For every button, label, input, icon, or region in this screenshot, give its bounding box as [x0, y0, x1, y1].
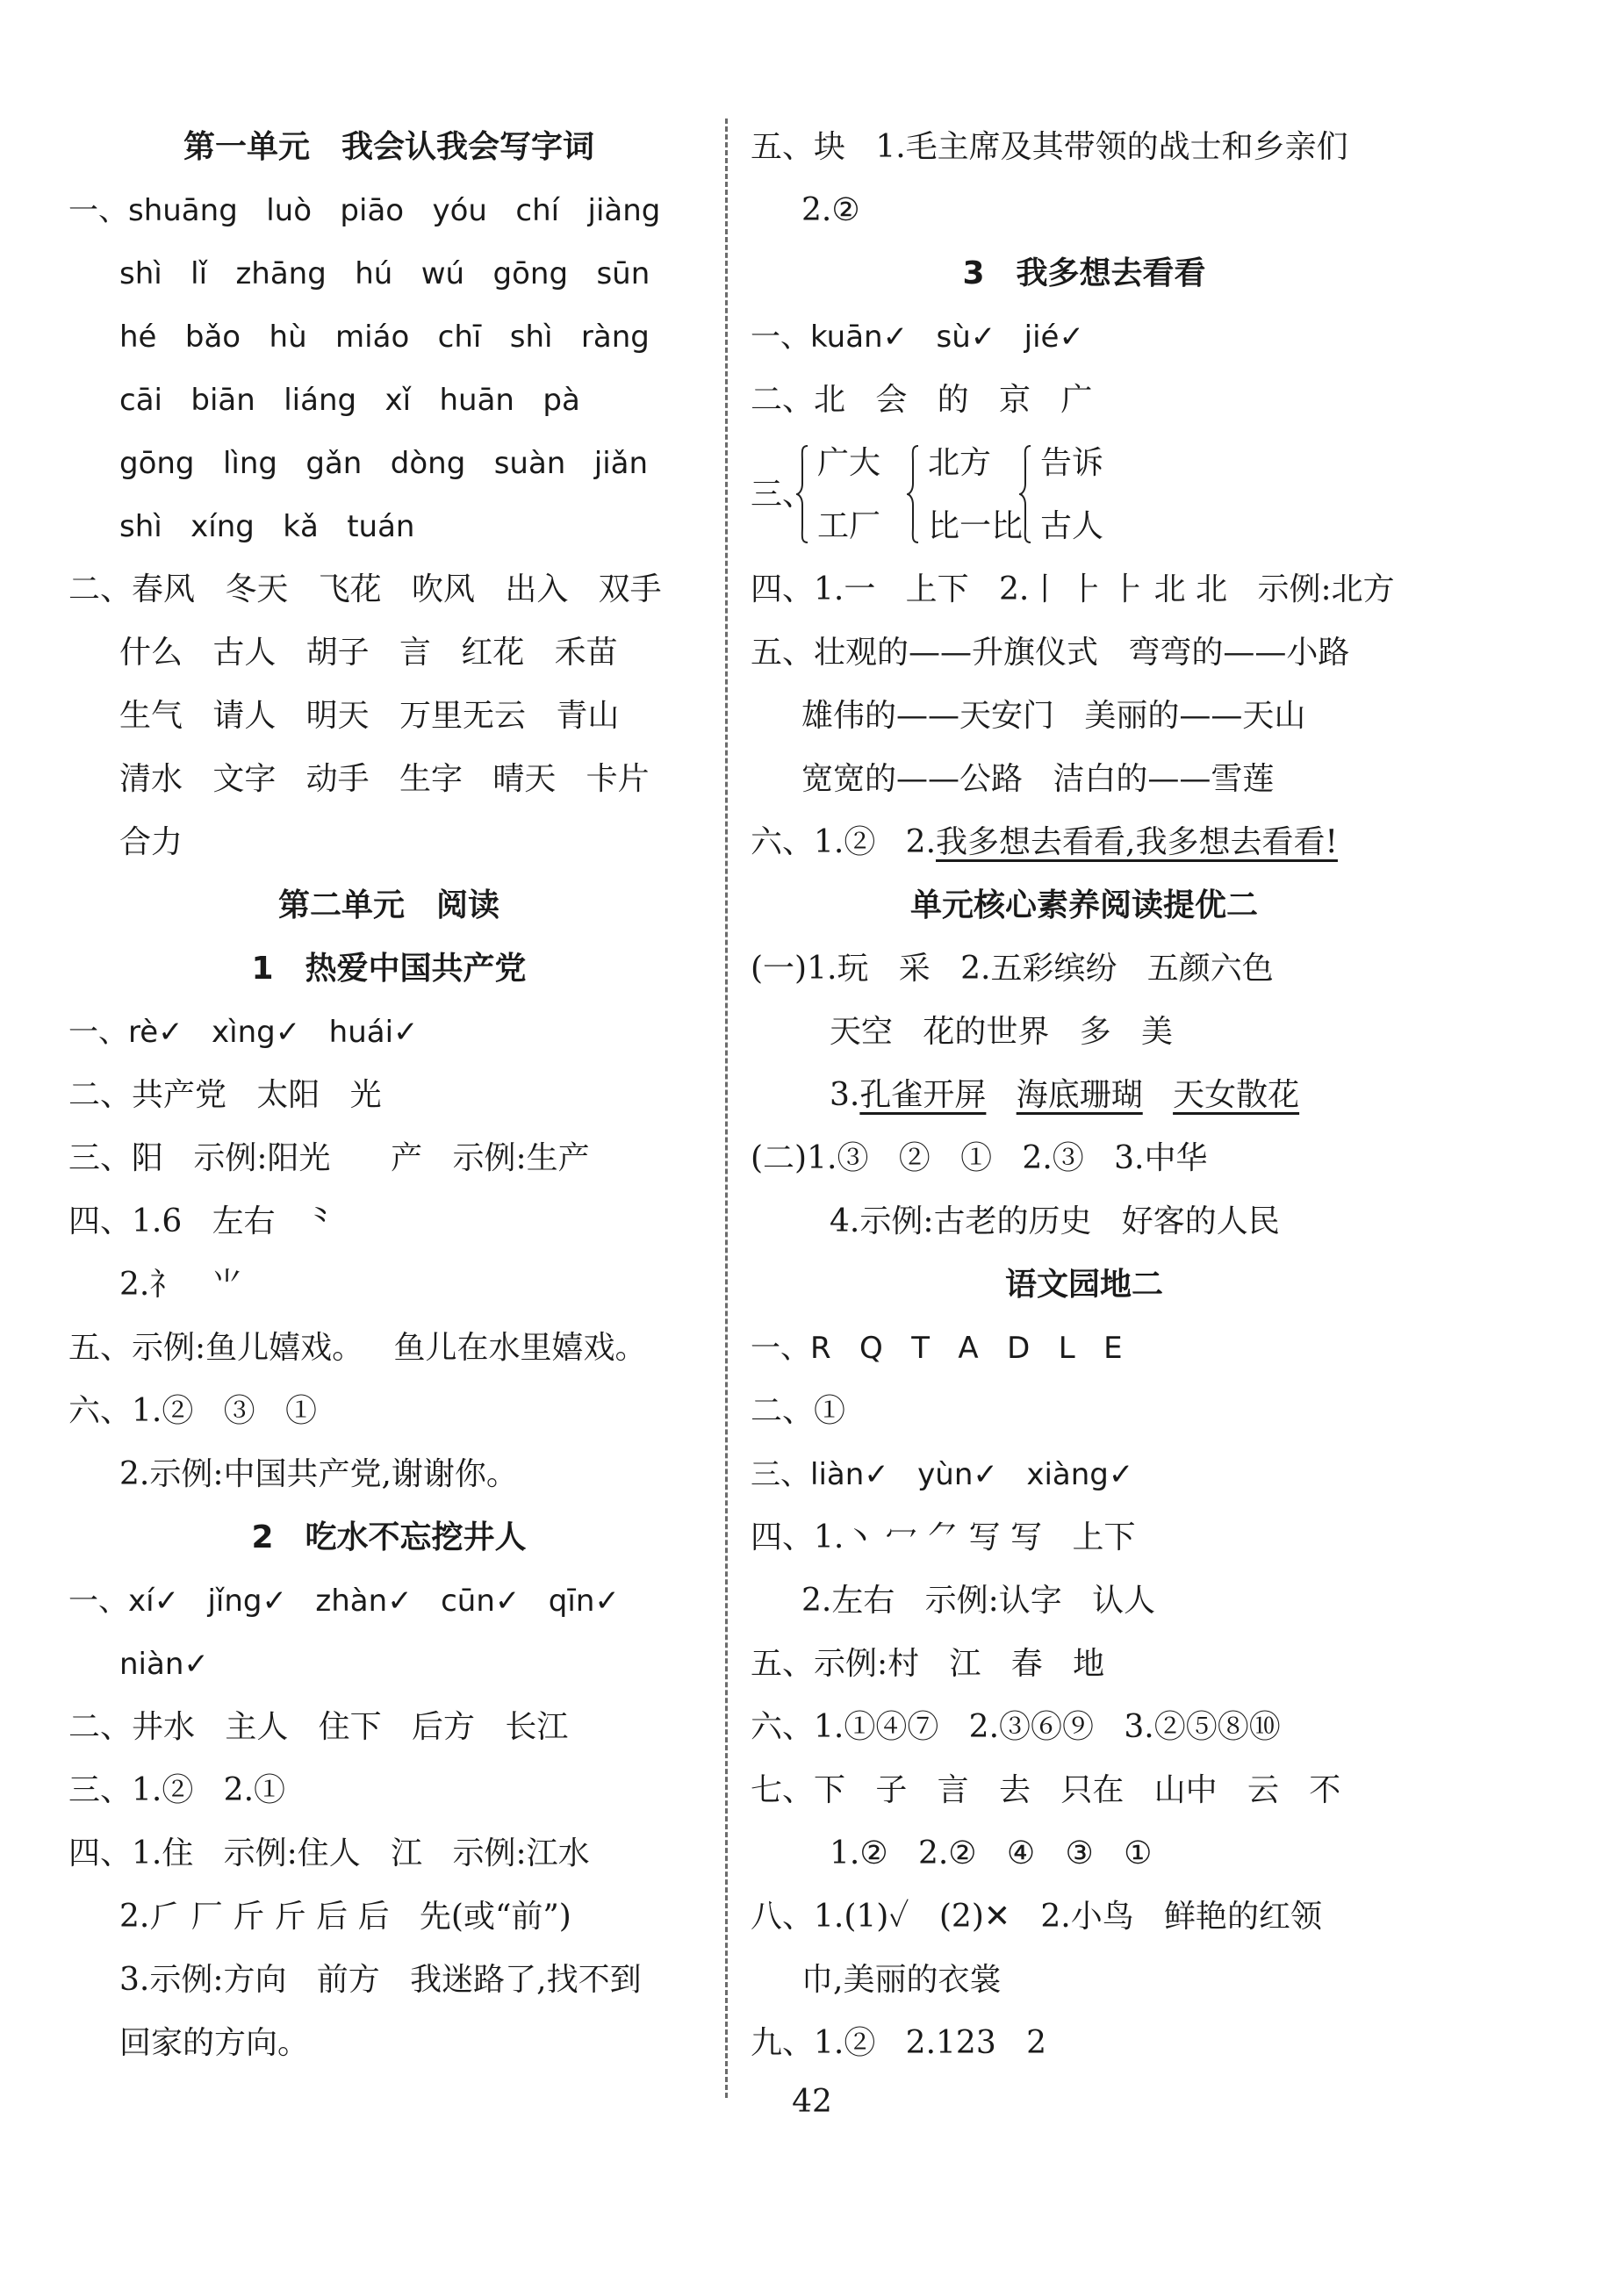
answer-text: 八、1.(1)✓ (2)✕ 2.小鸟 鲜艳的红领 [751, 1899, 1323, 1935]
answer-text: hé bǎo hù miáo chī shì ràng [119, 320, 650, 355]
answer-line [751, 937, 1418, 1001]
answer-text: gōng lìng gǎn dòng suàn jiǎn [119, 446, 649, 481]
answer-line [751, 179, 1418, 242]
answer-text: 五、示例:村 江 春 地 [751, 1646, 1105, 1682]
answer-word: 工厂 [817, 508, 881, 544]
answer-line [68, 685, 709, 748]
answer-line [751, 1380, 1418, 1443]
question-label: 三、 [751, 477, 815, 513]
answer-text: cāi biān liáng xǐ huān pà [119, 383, 580, 418]
heading-text: 语文园地二 [1004, 1267, 1163, 1303]
column-divider [725, 119, 728, 2098]
answer-text: 二、① [751, 1393, 846, 1429]
heading-text: 第二单元 阅读 [277, 887, 499, 923]
answer-line [68, 1253, 709, 1317]
answer-line [751, 1443, 1418, 1506]
answer-text: 天空 花的世界 多 美 [830, 1014, 1173, 1050]
answer-word: 告诉 [1040, 445, 1104, 481]
answer-line [68, 495, 709, 558]
answer-line [751, 1190, 1418, 1253]
section-heading [68, 1506, 709, 1569]
answer-text: 六、1.② ③ ① [68, 1393, 318, 1429]
answer-text: 五、块 1.毛主席及其带领的战士和乡亲们 [751, 129, 1348, 165]
answer-text: 三、阳 示例:阳光 产 示例:生产 [68, 1140, 590, 1176]
answer-text: 七、下 子 言 去 只在 山中 云 不 [751, 1772, 1341, 1808]
underlined-answer: 我多想去看看,我多想去看看! [936, 824, 1338, 860]
answer-line [68, 558, 709, 621]
answer-line [751, 748, 1418, 811]
answer-line [68, 1759, 709, 1822]
answer-line [68, 2012, 709, 2075]
answer-line [68, 179, 709, 242]
answer-text: 三、liàn✓ yùn✓ xiàng✓ [751, 1457, 1134, 1492]
answer-word: 比一比 [928, 508, 1024, 544]
answer-text: 3.示例:方向 前方 我迷路了,找不到 [119, 1962, 642, 1998]
answer-text: 宽宽的——公路 洁白的——雪莲 [801, 761, 1275, 797]
curly-brace-icon [796, 444, 808, 544]
answer-line [68, 1127, 709, 1190]
answer-text: 2.② [801, 192, 860, 228]
answer-line [751, 1001, 1418, 1064]
answer-line [751, 1949, 1418, 2012]
answer-line [68, 1001, 709, 1064]
answer-text: 四、1.⼂ 冖 ⺈ 写 写 上下 [751, 1519, 1136, 1555]
answer-text: 六、1.② 2. [751, 824, 937, 860]
answer-line [751, 369, 1418, 432]
heading-text: 1 热爱中国共产党 [251, 951, 527, 987]
answer-text: 四、1.6 左右 ⺀ [68, 1203, 337, 1239]
curly-brace-icon [1019, 444, 1031, 544]
section-heading [751, 874, 1418, 937]
answer-text: 2.礻 ⺌ [119, 1267, 243, 1303]
answer-line [751, 1317, 1418, 1380]
answer-line [751, 558, 1418, 621]
heading-text: 单元核心素养阅读提优二 [909, 887, 1258, 923]
answer-text: 二、井水 主人 住下 后方 长江 [68, 1709, 569, 1745]
answer-line [68, 1885, 709, 1949]
answer-line [751, 1127, 1418, 1190]
answer-text: 4.示例:古老的历史 好客的人民 [830, 1203, 1280, 1239]
answer-line [68, 748, 709, 811]
answer-line [751, 2012, 1418, 2075]
answer-text: 九、1.② 2.123 2 [751, 2025, 1046, 2061]
answer-line [68, 369, 709, 432]
answer-text: (一)1.玩 采 2.五彩缤纷 五颜六色 [751, 951, 1274, 987]
answer-text: 一、xí✓ jǐng✓ zhàn✓ cūn✓ qīn✓ [68, 1584, 620, 1619]
answer-text: 四、1.住 示例:住人 江 示例:江水 [68, 1835, 590, 1871]
answer-text: 一、R Q T A D L E [751, 1331, 1123, 1366]
page-number: 42 [792, 2084, 832, 2120]
answer-text: 一、shuāng luò piāo yóu chí jiàng [68, 193, 661, 228]
answer-text: 什么 古人 胡子 言 红花 禾苗 [119, 635, 618, 671]
answer-line [68, 1949, 709, 2012]
answer-line [751, 1696, 1418, 1759]
heading-text: 第一单元 我会认我会写字词 [183, 129, 594, 165]
answer-text: 清水 文字 动手 生字 晴天 卡片 [119, 761, 650, 797]
answer-line [751, 1506, 1418, 1569]
answer-text: 生气 请人 明天 万里无云 青山 [119, 698, 620, 734]
brace-answer-row [751, 432, 1418, 558]
section-heading [751, 1253, 1418, 1317]
heading-text: 3 我多想去看看 [962, 255, 1206, 291]
answer-text: 二、北 会 的 京 广 [751, 382, 1093, 418]
underlined-answer: 海底珊瑚 [1016, 1077, 1143, 1113]
answer-text: 2.⺁ 厂 斤 斤 后 后 先(或“前”) [119, 1899, 571, 1935]
section-heading [68, 937, 709, 1001]
answer-line [751, 621, 1418, 685]
answer-line [751, 1885, 1418, 1949]
answer-line [68, 621, 709, 685]
answer-line [68, 305, 709, 369]
answer-text: 巾,美丽的衣裳 [801, 1962, 1002, 1998]
answer-line [68, 1633, 709, 1696]
answer-line [68, 1822, 709, 1885]
answer-line [68, 811, 709, 874]
answer-text: 五、壮观的——升旗仪式 弯弯的——小路 [751, 635, 1350, 671]
answer-line [751, 305, 1418, 369]
answer-line [751, 1569, 1418, 1633]
answer-text: 五、示例:鱼儿嬉戏。 鱼儿在水里嬉戏。 [68, 1330, 647, 1366]
answer-text: 一、kuān✓ sù✓ jié✓ [751, 320, 1084, 355]
answer-line [68, 1569, 709, 1633]
underlined-answer: 孔雀开屏 [859, 1077, 987, 1113]
answer-text: 2.示例:中国共产党,谢谢你。 [119, 1456, 518, 1492]
answer-text: (二)1.③ ② ① 2.③ 3.中华 [751, 1140, 1208, 1176]
answer-text: 回家的方向。 [119, 2025, 310, 2061]
answer-text: 一、rè✓ xìng✓ huái✓ [68, 1015, 419, 1050]
answer-word: 北方 [928, 445, 992, 481]
answer-text: 1.② 2.② ④ ③ ① [830, 1835, 1153, 1871]
answer-text: 三、1.② 2.① [68, 1772, 286, 1808]
section-heading [751, 242, 1418, 305]
answer-text: 3. [830, 1077, 860, 1113]
answer-text: 2.左右 示例:认字 认人 [801, 1583, 1156, 1619]
answer-word: 广大 [817, 445, 881, 481]
answer-text: 四、1.⼀ 上下 2.丨 ⺊ ⺊ 北 北 示例:北方 [751, 571, 1395, 607]
section-heading [68, 116, 709, 179]
answer-text: 六、1.①④⑦ 2.③⑥⑨ 3.②⑤⑧⑩ [751, 1709, 1281, 1745]
curly-brace-icon [907, 444, 919, 544]
answer-text: 二、共产党 太阳 光 [68, 1077, 382, 1113]
answer-line [68, 1064, 709, 1127]
underlined-answer: 天女散花 [1173, 1077, 1300, 1113]
answer-line [751, 1759, 1418, 1822]
answer-line [751, 685, 1418, 748]
section-heading [68, 874, 709, 937]
heading-text: 2 吃水不忘挖井人 [251, 1519, 527, 1555]
left-column [68, 116, 709, 2075]
answer-text: shì xíng kǎ tuán [119, 509, 415, 544]
answer-text: 二、春风 冬天 飞花 吹风 出入 双手 [68, 571, 662, 607]
answer-word: 古人 [1040, 508, 1104, 544]
answer-text: shì lǐ zhāng hú wú gōng sūn [119, 256, 650, 291]
answer-line [68, 1696, 709, 1759]
answer-line [68, 1443, 709, 1506]
answer-line [68, 1317, 709, 1380]
answer-line [68, 1380, 709, 1443]
answer-line [751, 1633, 1418, 1696]
right-column [751, 116, 1418, 2075]
answer-line [751, 1822, 1418, 1885]
answer-line [68, 242, 709, 305]
answer-text: 雄伟的——天安门 美丽的——天山 [801, 698, 1306, 734]
answer-text: 合力 [119, 824, 183, 860]
answer-text: niàn✓ [119, 1647, 209, 1682]
answer-line [68, 432, 709, 495]
answer-line [751, 1064, 1418, 1127]
answer-line [68, 1190, 709, 1253]
answer-line [751, 811, 1418, 874]
answer-line [751, 116, 1418, 179]
